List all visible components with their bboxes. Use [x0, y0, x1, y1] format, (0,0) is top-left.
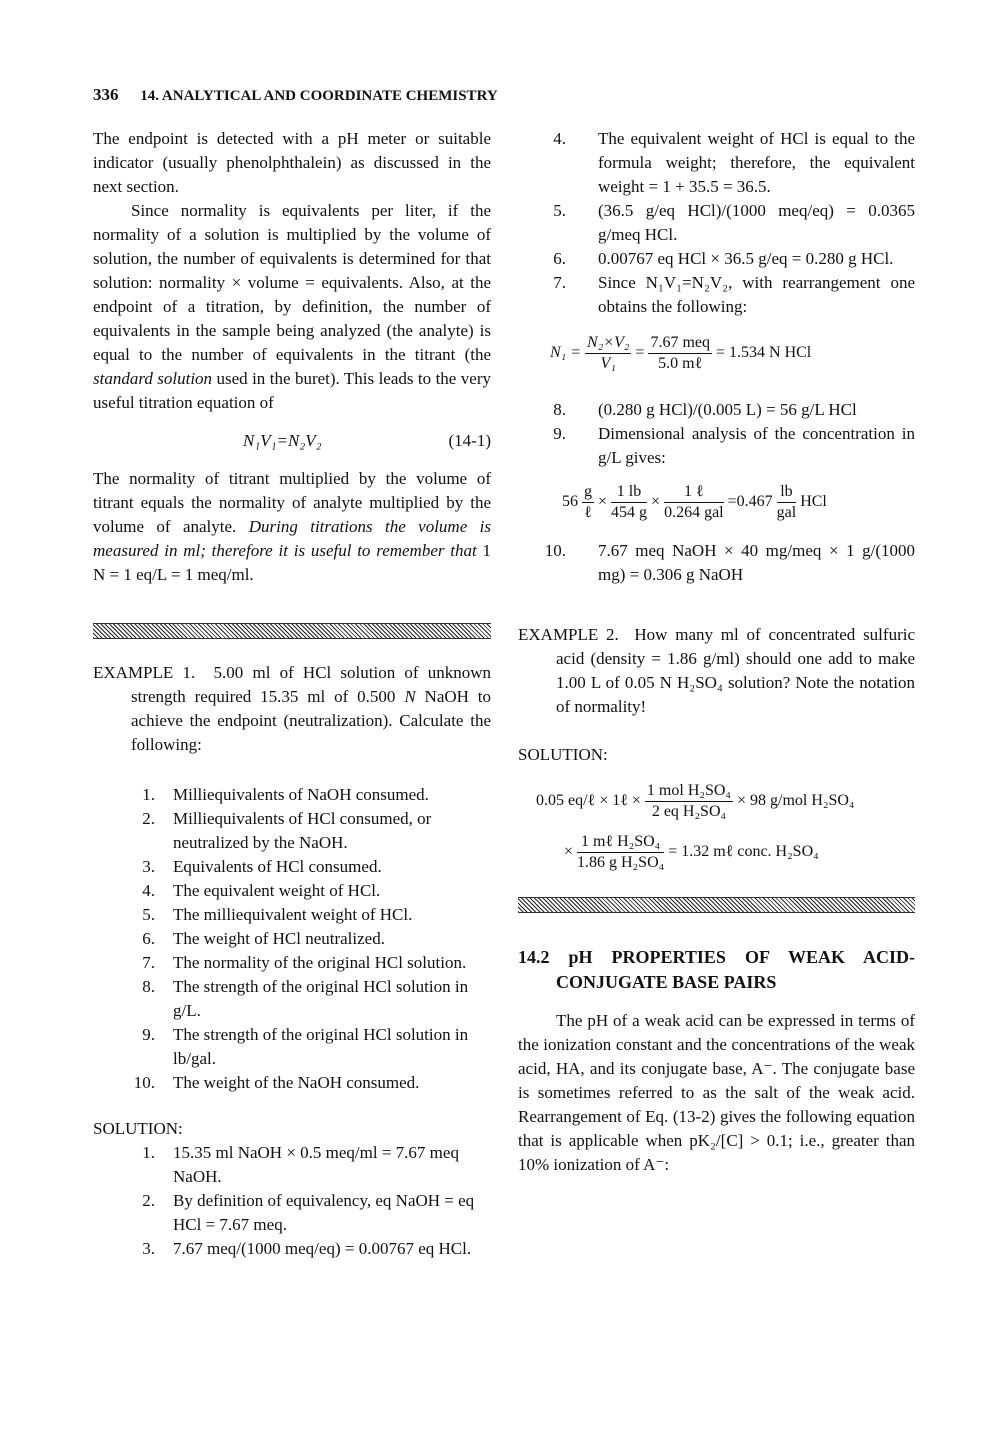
fraction-denominator: ℓ — [584, 504, 592, 521]
paragraph-normality-text: Since normality is equivalents per liter, if the normality of a solution is multiplied by the volume of solution, the number of equivalents is determined for that solution: normality × volume = equivalents. Also, at the endpoint of a titration, by definition, the number of equivalents in the sample being analyzed (the analyte) is equal to the number of equivalents in the titrant (the — [93, 201, 491, 364]
fraction-numerator: 1 mol H₂SO₄ — [645, 781, 733, 802]
item-text: 7.67 meq/(1000 meq/eq) = 0.00767 eq HCl. — [173, 1239, 472, 1258]
item-number: 4. — [553, 129, 566, 148]
example-1-unit: N — [404, 687, 416, 706]
item-text: The strength of the original HCl solution in g/L. — [173, 977, 469, 1020]
example-1-text-end: NaOH to achieve the endpoint (neutralization). Calculate the following: — [131, 687, 492, 754]
paragraph-titrant — [93, 467, 491, 587]
paragraph-endpoint: The endpoint is detected with a pH meter or suitable indicator (usually phenolphthalein) as discussed in the next section. — [93, 129, 491, 196]
item-number: 9. — [553, 424, 566, 443]
item-text: By definition of equivalency, eq NaOH = eq HCl = 7.67 meq. — [173, 1191, 475, 1234]
solution-label: SOLUTION: — [93, 1119, 183, 1138]
example-2-text: How many ml of concentrated sulfuric acid (density = 1.86 g/ml) should one add to make 1.00 L of 0.05 N H₂SO₄ solution? Note the notation of normality! — [556, 625, 916, 716]
fraction-numerator: 1 mℓ H₂SO₄ — [577, 832, 664, 853]
fraction-numerator: lb — [777, 482, 797, 503]
question-list — [93, 783, 491, 1095]
item-text: Milliequivalents of NaOH consumed. — [173, 785, 429, 804]
fraction-denominator: 454 g — [611, 504, 648, 521]
fraction — [777, 482, 797, 523]
fraction — [611, 482, 647, 523]
item-text: Milliequivalents of HCl consumed, or neutralized by the NaOH. — [173, 809, 432, 852]
equation-formula: N₁V₁=N₂V₂ — [243, 431, 322, 450]
left-column — [93, 127, 491, 1261]
example-1 — [93, 661, 491, 757]
item-text: Equivalents of HCl consumed. — [173, 857, 382, 876]
list-item — [93, 1237, 491, 1261]
titration-equation — [93, 429, 491, 461]
eq-rhs: = 1.32 mℓ conc. H₂SO₄ — [668, 843, 819, 861]
equation-sulfuric-2 — [564, 832, 915, 873]
item-text: 7.67 meq NaOH × 40 mg/meq × 1 g/(1000 mg) = 0.306 g NaOH — [598, 541, 915, 584]
item-text: The equivalent weight of HCl is equal to the formula weight; therefore, the equivalent weight = 1 + 35.5 = 36.5. — [598, 129, 915, 196]
equation-number: (14-1) — [448, 431, 491, 450]
fraction — [582, 482, 594, 523]
running-header — [93, 83, 498, 108]
eq-result: =0.467 — [727, 493, 773, 511]
solution-list-right-2 — [518, 398, 915, 470]
item-text: The equivalent weight of HCl. — [173, 881, 381, 900]
solution-list-right — [518, 127, 915, 319]
solution-label-2: SOLUTION: — [518, 745, 608, 764]
list-item — [93, 783, 491, 807]
fraction-denominator: 1.86 g H₂SO₄ — [577, 854, 665, 871]
paragraph-titrant-end: 1 N = 1 eq/L = 1 meq/ml. — [93, 541, 491, 584]
list-item — [93, 807, 491, 855]
item-text: (36.5 g/eq HCl)/(1000 meq/eq) = 0.0365 g/meq HCl. — [598, 201, 915, 244]
eq-lhs: × — [564, 843, 574, 861]
list-item — [93, 1071, 491, 1095]
section-title: 14.2 pH PROPERTIES OF WEAK ACID-CONJUGATE BASE PAIRS — [518, 947, 915, 992]
item-text: Dimensional analysis of the concentration in g/L gives: — [598, 424, 915, 467]
list-item — [518, 422, 915, 470]
item-text: The weight of the NaOH consumed. — [173, 1073, 420, 1092]
fraction — [585, 333, 631, 374]
item-number: 8. — [142, 977, 155, 996]
eq-value: 56 — [562, 493, 578, 511]
equation-normality: N₁ = $\frac{\text{N₂×V₂}}{\text{V₁}}$ = $\frac{\text{7.67 meq}}{\text{5.0 mℓ}}$ = 1.534 N HCl — [550, 334, 812, 372]
item-number: 3. — [142, 857, 155, 876]
fraction-denominator: V₁ — [600, 355, 616, 372]
standard-solution-term: standard solution — [93, 369, 213, 388]
example-divider — [93, 623, 491, 639]
fraction-numerator: N₂×V₂ — [585, 333, 631, 354]
solution-list-left — [93, 1141, 491, 1261]
item-text: 15.35 ml NaOH × 0.5 meq/ml = 7.67 meq NaOH. — [173, 1143, 459, 1186]
fraction-denominator: 5.0 mℓ — [658, 355, 703, 372]
item-number: 1. — [142, 785, 155, 804]
list-item — [93, 951, 491, 975]
list-item — [518, 199, 915, 247]
fraction-numerator: 1 ℓ — [664, 482, 724, 503]
fraction — [648, 333, 712, 374]
list-item — [93, 903, 491, 927]
item-number: 2. — [142, 1191, 155, 1210]
item-number: 7. — [553, 273, 566, 292]
eq-lhs: 0.05 eq/ℓ × 1ℓ × — [536, 792, 641, 810]
item-number: 4. — [142, 881, 155, 900]
eq-tail: HCl — [800, 493, 827, 511]
item-number: 1. — [142, 1143, 155, 1162]
right-column — [518, 127, 915, 1177]
fraction — [577, 832, 664, 873]
list-item — [93, 927, 491, 951]
example-divider-2 — [518, 897, 915, 913]
list-item — [93, 1189, 491, 1237]
paragraph-weak-acid: The pH of a weak acid can be expressed in terms of the ionization constant and the concentrations of the weak acid, HA, and its conjugate base, A⁻. The conjugate base is sometimes referred to as the salt of the weak acid. Rearrangement of Eq. (13-2) gives the following equation that is applicable when pK₂/[C] > 0.1; i.e., greater than 10% ionization of A⁻: — [518, 1011, 915, 1174]
example-2-label: EXAMPLE 2. — [518, 625, 619, 644]
item-number: 5. — [553, 201, 566, 220]
item-text: (0.280 g HCl)/(0.005 L) = 56 g/L HCl — [598, 400, 857, 419]
fraction-denominator: 2 eq H₂SO₄ — [651, 803, 727, 820]
item-text: Since N₁V₁=N₂V₂, with rearrangement one obtains the following: — [598, 273, 915, 316]
paragraph-titrant-italic: During titrations the volume is measured in ml; therefore it is useful to remember that — [93, 517, 491, 560]
item-number: 5. — [142, 905, 155, 924]
list-item — [518, 398, 915, 422]
example-1-label: EXAMPLE 1. — [93, 663, 196, 682]
item-number: 7. — [142, 953, 155, 972]
fraction — [664, 482, 724, 523]
item-number: 8. — [553, 400, 566, 419]
item-number: 10. — [544, 541, 566, 560]
paragraph-normality — [93, 199, 491, 415]
item-text: 0.00767 eq HCl × 36.5 g/eq = 0.280 g HCl. — [598, 249, 894, 268]
list-item — [93, 1023, 491, 1071]
list-item — [93, 855, 491, 879]
eq-lhs: N₁ = — [550, 344, 582, 362]
equation-dimensional: 56 $\frac{g}{\text{ℓ}}$ × $\frac{1 lb}{454 g}$ × $\frac{\text{1 ℓ}}{\text{0.264 gal}}$ =0.467 $\frac{lb}{\text{gal}}$ HCl — [562, 483, 827, 521]
list-item — [93, 975, 491, 1023]
list-item — [518, 271, 915, 319]
list-item — [518, 247, 915, 271]
example-1-text: 5.00 ml of HCl solution of unknown strength required 15.35 ml of 0.500 — [131, 663, 491, 706]
item-text: The normality of the original HCl solution. — [173, 953, 467, 972]
running-title: 14. ANALYTICAL AND COORDINATE CHEMISTRY — [140, 88, 498, 104]
item-number: 6. — [142, 929, 155, 948]
item-number: 9. — [142, 1025, 155, 1044]
eq-result: = 1.534 N HCl — [715, 344, 812, 362]
fraction-numerator: 1 lb — [611, 482, 647, 503]
solution-list-right-3 — [518, 539, 915, 587]
page-number: 336 — [93, 85, 119, 104]
item-number: 6. — [553, 249, 566, 268]
item-number: 3. — [142, 1239, 155, 1258]
item-number: 2. — [142, 809, 155, 828]
item-text: The milliequivalent weight of HCl. — [173, 905, 413, 924]
item-number: 10. — [133, 1073, 155, 1092]
paragraph-titrant-text: The normality of titrant multiplied by the volume of titrant equals the normality of analyte multiplied by the volume of analyte. — [93, 469, 491, 536]
eq-rhs: × 98 g/mol H₂SO₄ — [736, 792, 855, 810]
list-item — [93, 1141, 491, 1189]
fraction-numerator: 7.67 meq — [648, 333, 712, 354]
paragraph-normality-end: used in the buret). This leads to the very useful titration equation of — [93, 369, 491, 412]
fraction-numerator: g — [582, 482, 594, 503]
item-text: The strength of the original HCl solution in lb/gal. — [173, 1025, 469, 1068]
equation-sulfuric-1 — [536, 781, 915, 822]
fraction — [645, 781, 733, 822]
fraction-denominator: 0.264 gal — [664, 504, 724, 521]
list-item — [93, 879, 491, 903]
item-text: The weight of HCl neutralized. — [173, 929, 385, 948]
example-2 — [518, 623, 915, 719]
fraction-denominator: gal — [776, 504, 797, 521]
list-item — [518, 539, 915, 587]
list-item — [518, 127, 915, 199]
